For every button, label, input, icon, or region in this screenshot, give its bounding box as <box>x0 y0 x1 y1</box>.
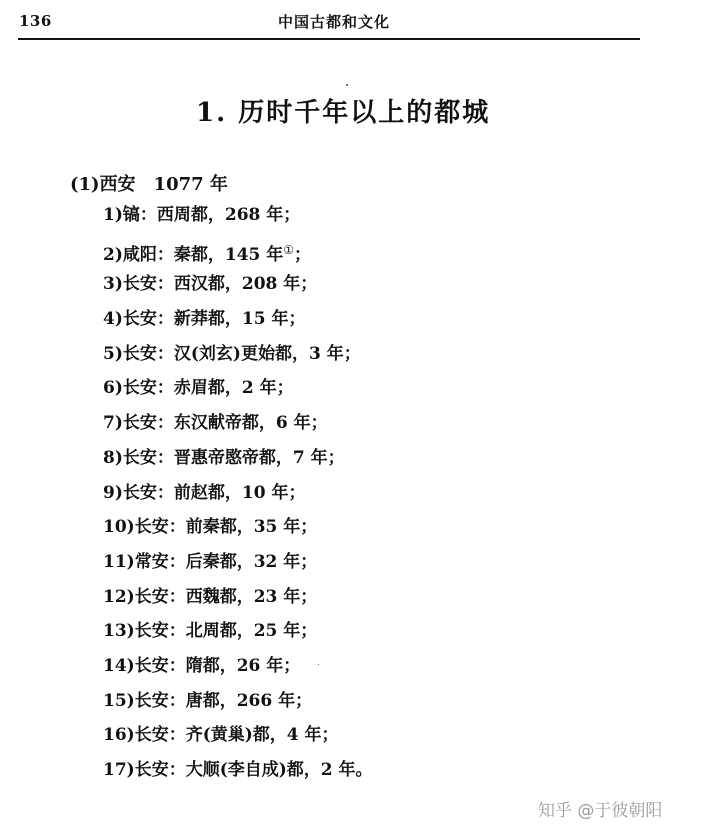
capital-item <box>103 238 373 273</box>
capital-item <box>103 689 373 724</box>
scan-speck <box>346 84 348 86</box>
capital-item <box>103 411 373 446</box>
footnote-marker: ① <box>283 242 295 257</box>
capital-item-text: 12)长安：西魏都，23 年； <box>103 586 318 607</box>
capital-item <box>103 619 373 654</box>
capital-item-text: 4)长安：新莽都，15 年； <box>103 309 306 330</box>
capital-item-text: 6)长安：赤眉都，2 年； <box>103 378 294 399</box>
capital-item <box>103 203 373 238</box>
capital-item-text: 10)长安：前秦都，35 年； <box>103 517 318 538</box>
capital-item <box>103 654 373 689</box>
capital-item-text: 16)长安：齐(黄巢)都，4 年； <box>103 725 339 746</box>
capital-item-text: 3)长安：西汉都，208 年； <box>103 274 318 295</box>
capital-item-text: 7)长安：东汉献帝都，6 年； <box>103 413 328 434</box>
capital-item <box>103 723 373 758</box>
zhihu-watermark: 知乎 @于彼朝阳 <box>538 801 663 821</box>
capital-item <box>103 481 373 516</box>
capital-item <box>103 446 373 481</box>
page-header <box>0 0 706 40</box>
section-title: 1. 历时千年以上的都城 <box>196 98 491 128</box>
capital-item-text: 13)长安：北周都，25 年； <box>103 621 318 642</box>
city-heading-xian: (1)西安 1077 年 <box>70 174 228 195</box>
capital-item-text: 1)镐：西周都，268 年； <box>103 205 301 225</box>
capital-item-text: 17)长安：大顺(李自成)都，2 年。 <box>103 760 373 780</box>
capital-item-text: 11)常安：后秦都，32 年； <box>103 551 318 572</box>
header-rule <box>18 38 640 40</box>
capital-item <box>103 585 373 620</box>
capital-item <box>103 550 373 585</box>
capital-item <box>103 515 373 550</box>
capital-list <box>103 203 373 793</box>
capital-item-text: 15)长安：唐都，266 年； <box>103 690 313 711</box>
page-number: 136 <box>19 12 52 30</box>
capital-item-tail: ； <box>294 244 312 265</box>
capital-item-text: 14)长安：隋都，26 年； <box>103 655 301 676</box>
capital-item-text: 2)咸阳：秦都，145 年 <box>103 244 284 265</box>
running-title: 中国古都和文化 <box>278 13 391 31</box>
capital-item <box>103 376 373 411</box>
capital-item <box>103 758 373 793</box>
capital-item-text: 5)长安：汉(刘玄)更始都，3 年； <box>103 343 361 364</box>
capital-item <box>103 342 373 377</box>
capital-item <box>103 272 373 307</box>
scan-speck <box>318 664 319 665</box>
capital-item <box>103 307 373 342</box>
capital-item-text: 9)长安：前赵都，10 年； <box>103 482 306 503</box>
capital-item-text: 8)长安：晋惠帝愍帝都，7 年； <box>103 447 345 468</box>
